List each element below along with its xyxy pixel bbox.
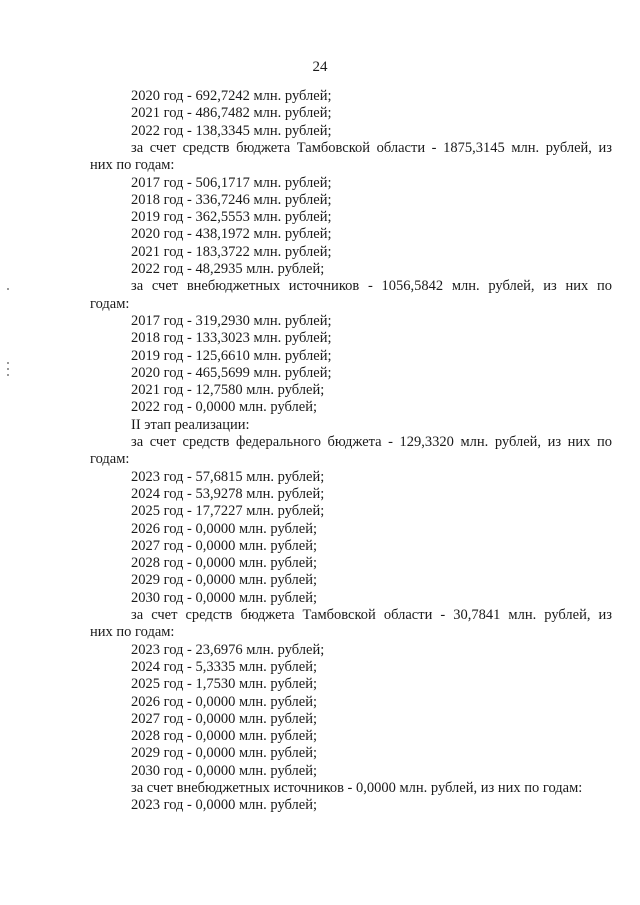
budget-year-line: 2022 год - 48,2935 млн. рублей; [131,261,325,277]
funding-source-line: за счет средств бюджета Тамбовской области - 1875,3145 млн. рублей, из [131,139,612,156]
budget-year-line: 2030 год - 0,0000 млн. рублей; [131,762,318,779]
budget-year-line: 2028 год - 0,0000 млн. рублей; [131,728,318,745]
budget-year-line: 2018 год - 133,3023 млн. рублей; [131,330,332,347]
scan-margin-mark [7,368,9,370]
scan-margin-mark [7,362,9,364]
budget-year-line: 2022 год - 0,0000 млн. рублей; [131,399,318,416]
funding-source-line: за счет средств бюджета Тамбовской области - 30,7841 млн. рублей, из [131,607,612,623]
scan-margin-mark [7,288,9,290]
budget-year-line: 2027 год - 0,0000 млн. рублей; [131,537,318,554]
funding-source-continuation: годам: [90,451,130,468]
budget-year-line: 2023 год - 0,0000 млн. рублей; [131,797,318,814]
budget-year-line: 2020 год - 692,7242 млн. рублей; [131,88,332,104]
scan-margin-mark [7,374,9,376]
budget-year-line: 2021 год - 12,7580 млн. рублей; [131,382,325,399]
budget-year-line: 2025 год - 17,7227 млн. рублей; [131,503,325,520]
budget-year-line: 2029 год - 0,0000 млн. рублей; [131,572,318,589]
section-heading: за счет внебюджетных источников - 0,0000 млн. рублей, из них по годам: [131,780,583,796]
budget-year-line: 2019 год - 362,5553 млн. рублей; [131,209,332,226]
funding-source-line: за счет средств федерального бюджета - 129,3320 млн. рублей, из них по [131,434,612,450]
budget-year-line: 2026 год - 0,0000 млн. рублей; [131,693,318,710]
section-heading: II этап реализации: [131,416,250,433]
budget-year-line: 2021 год - 183,3722 млн. рублей; [131,243,332,260]
budget-year-line: 2018 год - 336,7246 млн. рублей; [131,191,332,208]
budget-year-line: 2030 год - 0,0000 млн. рублей; [131,589,318,606]
budget-year-line: 2017 год - 506,1717 млн. рублей; [131,174,332,191]
budget-year-line: 2023 год - 23,6976 млн. рублей; [131,641,325,658]
budget-year-line: 2024 год - 53,9278 млн. рублей; [131,485,325,502]
budget-year-line: 2023 год - 57,6815 млн. рублей; [131,468,325,485]
budget-year-line: 2021 год - 486,7482 млн. рублей; [131,105,332,122]
funding-source-continuation: годам: [90,295,130,312]
budget-year-line: 2020 год - 465,5699 млн. рублей; [131,364,332,381]
budget-year-line: 2020 год - 438,1972 млн. рублей; [131,226,332,243]
funding-source-continuation: них по годам: [90,157,175,174]
budget-year-line: 2029 год - 0,0000 млн. рублей; [131,745,318,762]
budget-year-line: 2019 год - 125,6610 млн. рублей; [131,347,332,364]
page-number: 24 [312,59,328,75]
budget-year-line: 2017 год - 319,2930 млн. рублей; [131,312,332,329]
funding-source-continuation: них по годам: [90,624,175,641]
budget-year-line: 2028 год - 0,0000 млн. рублей; [131,555,318,572]
budget-year-line: 2027 год - 0,0000 млн. рублей; [131,710,318,727]
budget-year-line: 2025 год - 1,7530 млн. рублей; [131,676,318,693]
funding-source-line: за счет внебюджетных источников - 1056,5842 млн. рублей, из них по [131,278,612,295]
budget-year-line: 2024 год - 5,3335 млн. рублей; [131,658,318,675]
budget-year-line: 2022 год - 138,3345 млн. рублей; [131,122,332,139]
budget-year-line: 2026 год - 0,0000 млн. рублей; [131,520,318,537]
